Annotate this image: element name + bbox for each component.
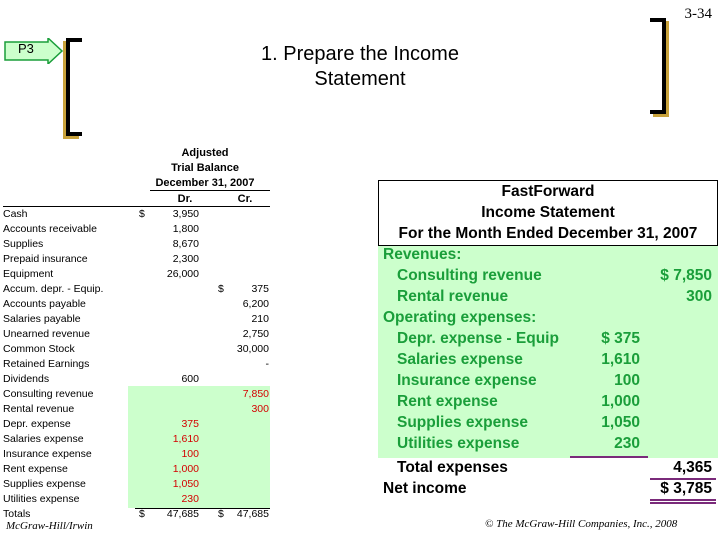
tb-row [3,433,273,448]
tb-dr-amount: 8,670 [172,238,199,250]
tb-cr-amount: 2,750 [242,328,269,340]
tb-account-name: Equipment [3,268,54,280]
tb-account-name: Rent expense [3,463,68,475]
is-expense-label: Rent expense [397,393,498,410]
tb-dr-amount: 1,050 [172,478,199,490]
tb-heading-2: Trial Balance [171,162,239,174]
tb-heading-1: Adjusted [181,147,229,159]
tb-row [3,238,273,253]
tb-cr-amount: 47,685 [236,508,269,520]
tb-account-name: Accounts payable [3,298,86,310]
tb-account-name: Salaries payable [3,313,81,325]
tb-cr-currency: $ [218,508,224,520]
tb-account-name: Unearned revenue [3,328,90,340]
tb-dr-amount: 3,950 [172,208,199,220]
tb-cr-currency: $ [218,283,224,295]
tb-dr-currency: $ [139,508,145,520]
footer-copyright: © The McGraw-Hill Companies, Inc., 2008 [485,518,678,530]
is-period: For the Month Ended December 31, 2007 [398,225,698,242]
tb-dr-amount: 600 [181,373,199,385]
tb-cr-amount: - [265,358,269,370]
tb-row [3,343,273,358]
tb-row [3,358,273,373]
left-bracket [66,38,82,136]
is-expense-value: 1,000 [601,393,640,410]
tb-dr-amount: 1,610 [172,433,199,445]
is-revenues-label: Revenues: [383,246,462,263]
title-line-2: Statement [314,68,406,90]
is-net-double-rule-1 [650,499,716,501]
title-line-1: 1. Prepare the Income [261,43,459,65]
tb-account-name: Cash [3,208,28,220]
tb-heading-rule [150,190,270,191]
is-net-value: $ 3,785 [660,480,712,497]
tb-cr-amount: 30,000 [236,343,269,355]
income-statement-header [378,180,718,246]
tb-dr-amount: 47,685 [166,508,199,520]
tb-row [3,463,273,478]
tb-row [3,268,273,283]
is-company: FastForward [501,183,595,200]
is-expense-label: Supplies expense [397,414,528,431]
tb-cr-amount: 7,850 [242,388,269,400]
slide-title [230,42,490,92]
tb-dr-amount: 100 [181,448,199,460]
tb-row [3,418,273,433]
tb-account-name: Supplies expense [3,478,86,490]
tb-row [3,208,273,223]
tb-row [3,403,273,418]
tb-row [3,478,273,493]
tb-row [3,223,273,238]
is-expense-underline [570,456,648,458]
is-net-label: Net income [383,480,467,497]
tb-col-rule [3,206,270,207]
arrow-icon [4,38,64,64]
is-expense-value: 1,050 [601,414,640,431]
is-expense-value: 1,610 [601,351,640,368]
is-total-label: Total expenses [397,459,508,476]
tb-account-name: Supplies [3,238,44,250]
tb-dr-amount: 1,800 [172,223,199,235]
tb-row [3,328,273,343]
tb-account-name: Common Stock [3,343,75,355]
tb-row [3,283,273,298]
is-rental-value: 300 [686,288,712,305]
is-expense-value: $ 375 [601,330,640,347]
is-consulting-value: $ 7,850 [660,267,712,284]
tb-dr-amount: 26,000 [166,268,199,280]
right-bracket [650,18,666,114]
tb-row [3,253,273,268]
tb-account-name: Consulting revenue [3,388,94,400]
tb-dr-amount: 375 [181,418,199,430]
footer-publisher: McGraw-Hill/Irwin [6,520,93,532]
is-rental-label: Rental revenue [397,288,509,305]
is-expense-label: Insurance expense [397,372,537,389]
tb-col-dr: Dr. [177,193,193,205]
tb-account-name: Insurance expense [3,448,92,460]
tb-cr-amount: 210 [251,313,269,325]
tb-account-name: Depr. expense [3,418,71,430]
tb-dr-amount: 2,300 [172,253,199,265]
p3-arrow-tag [4,38,64,69]
tb-row [3,298,273,313]
tb-account-name: Utilities expense [3,493,80,505]
tb-account-name: Accum. depr. - Equip. [3,283,104,295]
tb-row [3,373,273,388]
tb-dr-amount: 230 [181,493,199,505]
tb-cr-amount: 375 [251,283,269,295]
is-expense-label: Salaries expense [397,351,523,368]
is-title: Income Statement [481,204,615,221]
is-net-double-rule-2 [650,502,716,504]
tb-row [3,388,273,403]
tb-dr-amount: 1,000 [172,463,199,475]
is-opex-label: Operating expenses: [383,309,537,326]
is-expense-label: Depr. expense - Equip [397,330,559,347]
tb-account-name: Retained Earnings [3,358,90,370]
tb-row [3,313,273,328]
is-consulting-label: Consulting revenue [397,267,542,284]
is-expense-label: Utilities expense [397,435,520,452]
tb-row [3,448,273,463]
tb-account-name: Prepaid insurance [3,253,88,265]
tb-cr-amount: 6,200 [242,298,269,310]
tb-col-cr: Cr. [237,193,253,205]
tb-heading-3: December 31, 2007 [155,177,255,189]
tb-account-name: Rental revenue [3,403,75,415]
tb-account-name: Totals [3,508,31,520]
is-expense-value: 230 [614,435,640,452]
tb-dr-currency: $ [139,208,145,220]
p3-label: P3 [18,41,34,56]
tb-account-name: Dividends [3,373,50,385]
tb-cr-amount: 300 [251,403,269,415]
tb-total-rule [135,508,270,509]
slide-number: 3-34 [684,6,712,22]
is-expense-value: 100 [614,372,640,389]
is-total-value: 4,365 [673,459,712,476]
tb-account-name: Salaries expense [3,433,84,445]
tb-account-name: Accounts receivable [3,223,97,235]
tb-row [3,493,273,508]
